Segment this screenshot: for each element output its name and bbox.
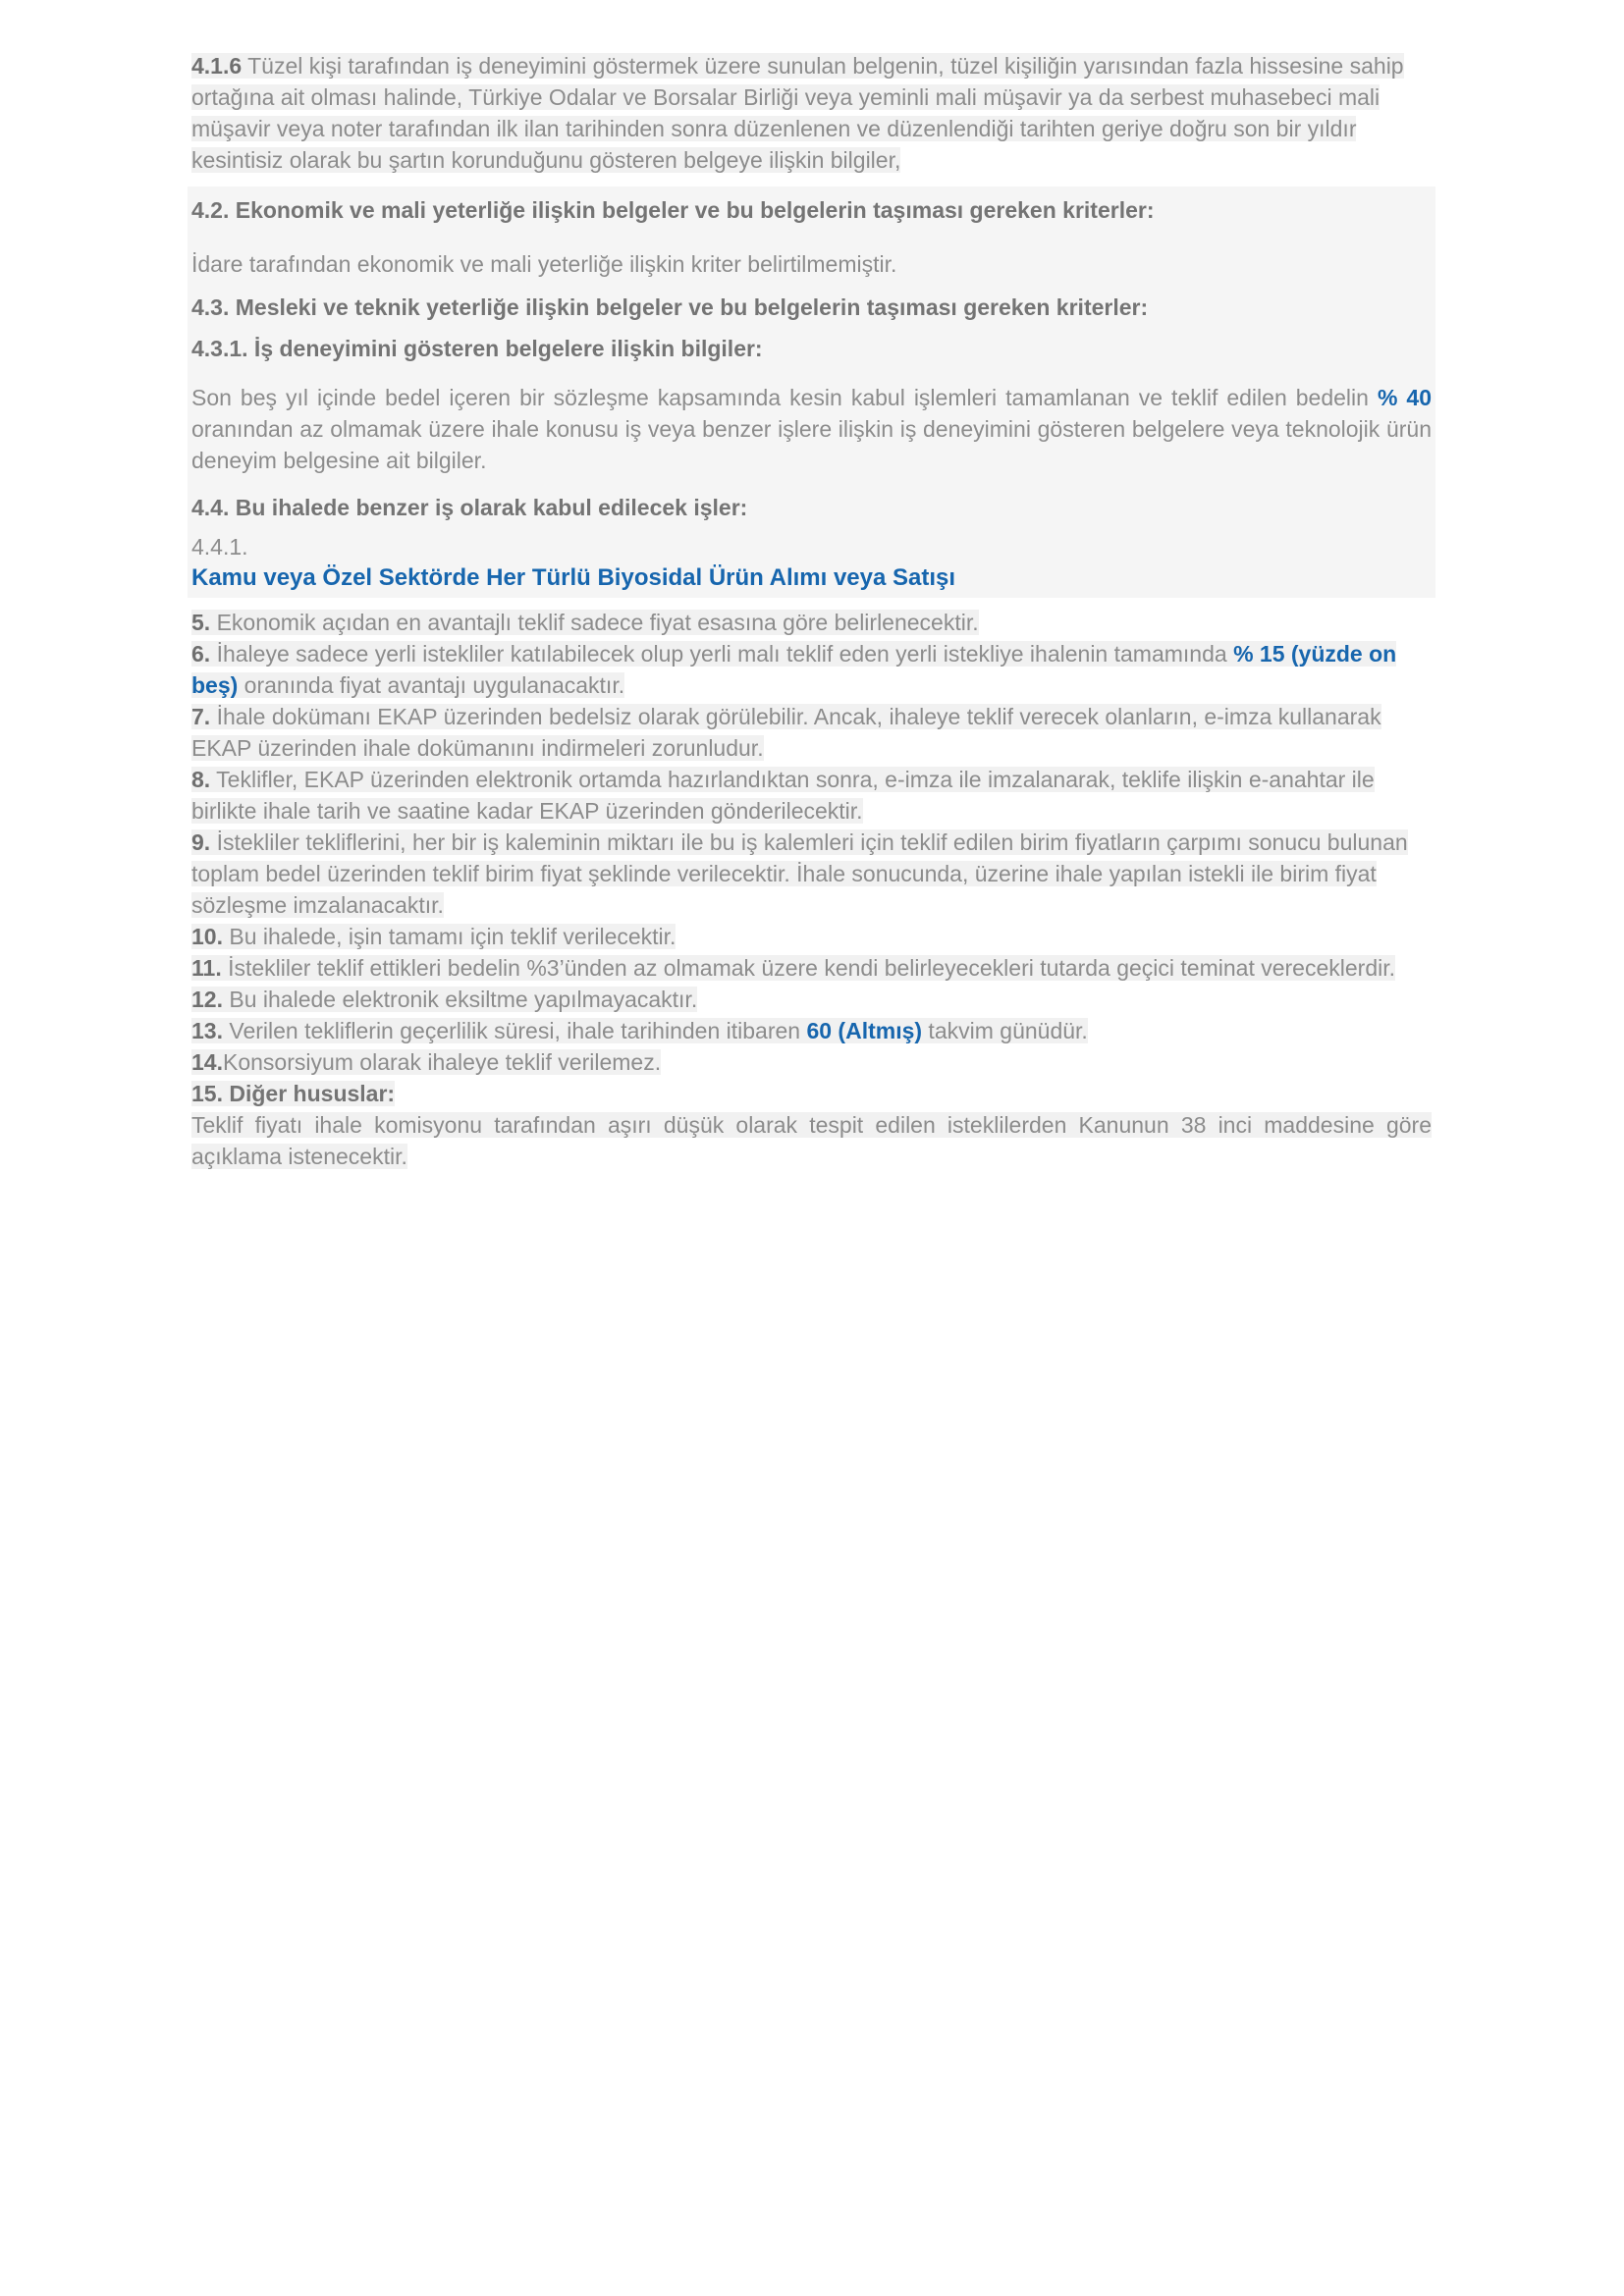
percent-40-value: % 40 (1377, 385, 1432, 410)
list-item-12 (191, 984, 1432, 1015)
list-item-8 (191, 764, 1432, 827)
heading-4-4: 4.4. Bu ihalede benzer iş olarak kabul edilecek işler: (191, 495, 748, 520)
percent-15-value: % 15 (yüzde on beş) (191, 641, 1397, 698)
item-text: Bu ihalede, işin tamamı için teklif verilecektir. (222, 924, 677, 949)
list-item-13 (191, 1015, 1432, 1046)
list-item-6 (191, 638, 1432, 701)
heading-4-2: 4.2. Ekonomik ve mali yeterliğe ilişkin belgeler ve bu belgelerin taşıması gereken kriterler: (191, 197, 1155, 223)
item-text: İstekliler tekliflerini, her bir iş kaleminin miktarı ile bu iş kalemleri için teklif edilen birim fiyatların çarpımı sonucu bulunan toplam bedel üzerinden teklif birim fiyat şeklinde verilecektir. İhale sonucunda, üzerine ihale yapılan istekli ile birim fiyat sözleşme imzalanacaktır. (191, 829, 1408, 918)
item-number: 9. (191, 829, 211, 855)
item-text: takvim günüdür. (922, 1018, 1088, 1043)
item-number: 10. (191, 924, 223, 949)
clause-text: oranından az olmamak üzere ihale konusu iş veya benzer işlere ilişkin iş deneyimini gösteren belgelere veya teknolojik ürün deneyim belgesine ait bilgiler. (191, 416, 1432, 473)
item-text: Teklifler, EKAP üzerinden elektronik ortamda hazırlandıktan sonra, e-imza ile imzalanarak, teklife ilişkin e-anahtar ile birlikte ihale tarih ve saatine kadar EKAP üzerinden gönderilecektir. (191, 767, 1375, 824)
list-item-14 (191, 1046, 1432, 1078)
item-number: 7. (191, 704, 211, 729)
list-item-7 (191, 701, 1432, 764)
validity-days-value: 60 (Altmış) (806, 1018, 923, 1043)
item-number: 14. (191, 1049, 223, 1075)
item-text: Ekonomik açıdan en avantajlı teklif sadece fiyat esasına göre belirlenecektir. (210, 610, 979, 635)
list-item-10 (191, 921, 1432, 952)
item-number: 8. (191, 767, 211, 792)
item-number: 6. (191, 641, 211, 667)
closing-paragraph (191, 1109, 1432, 1172)
heading-4-3-1: 4.3.1. İş deneyimini gösteren belgelere ilişkin bilgiler: (191, 336, 763, 361)
heading-4-3: 4.3. Mesleki ve teknik yeterliğe ilişkin belgeler ve bu belgelerin taşıması gereken kriterler: (191, 294, 1149, 320)
list-item-5 (191, 607, 1432, 638)
clause-text: Son beş yıl içinde bedel içeren bir sözleşme kapsamında kesin kabul işlemleri tamamlanan ve teklif edilen bedelin (191, 385, 1378, 410)
item-text: Bu ihalede elektronik eksiltme yapılmayacaktır. (222, 987, 698, 1012)
clause-4-2-text: İdare tarafından ekonomik ve mali yeterliğe ilişkin kriter belirtilmemiştir. (191, 251, 897, 277)
clause-text: Tüzel kişi tarafından iş deneyimini göstermek üzere sunulan belgenin, tüzel kişiliğin yarısından fazla hissesine sahip ortağına ait olması halinde, Türkiye Odalar ve Borsalar Birliği veya yeminli mali müşavir ya da serbest muhasebeci mali müşavir veya noter tarafından ilk ilan tarihinden sonra düzenlenen ve düzenlendiği tarihten geriye doğru son bir yıldır kesintisiz olarak bu şartın korunduğunu gösteren belgeye ilişkin bilgiler, (191, 53, 1404, 173)
numbered-clauses (191, 607, 1432, 1172)
list-item-9 (191, 827, 1432, 921)
list-item-11 (191, 952, 1432, 984)
benzer-is-title: Kamu veya Özel Sektörde Her Türlü Biyosidal Ürün Alımı veya Satışı (191, 564, 956, 591)
item-text: Diğer hususlar: (222, 1081, 396, 1106)
item-text: İstekliler teklif ettikleri bedelin %3’ünden az olmamak üzere kendi belirleyecekleri tutarda geçici teminat vereceklerdir. (221, 955, 1395, 981)
list-item-15 (191, 1078, 1432, 1109)
item-text: Verilen tekliflerin geçerlilik süresi, ihale tarihinden itibaren (222, 1018, 807, 1043)
item-number: 11. (191, 955, 222, 981)
document-content (191, 50, 1432, 1172)
clause-4-4-1-number: 4.4.1. (191, 534, 248, 560)
item-number: 15. (191, 1081, 223, 1106)
item-number: 12. (191, 987, 223, 1012)
clause-4-1-6 (191, 50, 1432, 176)
item-text: oranında fiyat avantajı uygulanacaktır. (238, 672, 625, 698)
criteria-panel (188, 187, 1435, 598)
item-text: Konsorsiyum olarak ihaleye teklif verilemez. (222, 1049, 662, 1075)
item-number: 5. (191, 610, 211, 635)
clause-4-3-1-text (191, 382, 1432, 476)
closing-text: Teklif fiyatı ihale komisyonu tarafından aşırı düşük olarak tespit edilen isteklilerden Kanunun 38 inci maddesine göre açıklama istenecektir. (191, 1112, 1432, 1169)
clause-number: 4.1.6 (191, 53, 243, 79)
item-text: İhale dokümanı EKAP üzerinden bedelsiz olarak görülebilir. Ancak, ihaleye teklif verecek olanların, e-imza kullanarak EKAP üzerinden ihale dokümanını indirmeleri zorunludur. (191, 704, 1381, 761)
item-number: 13. (191, 1018, 223, 1043)
item-text: İhaleye sadece yerli istekliler katılabilecek olup yerli malı teklif eden yerli istekliye ihalenin tamamında (210, 641, 1234, 667)
